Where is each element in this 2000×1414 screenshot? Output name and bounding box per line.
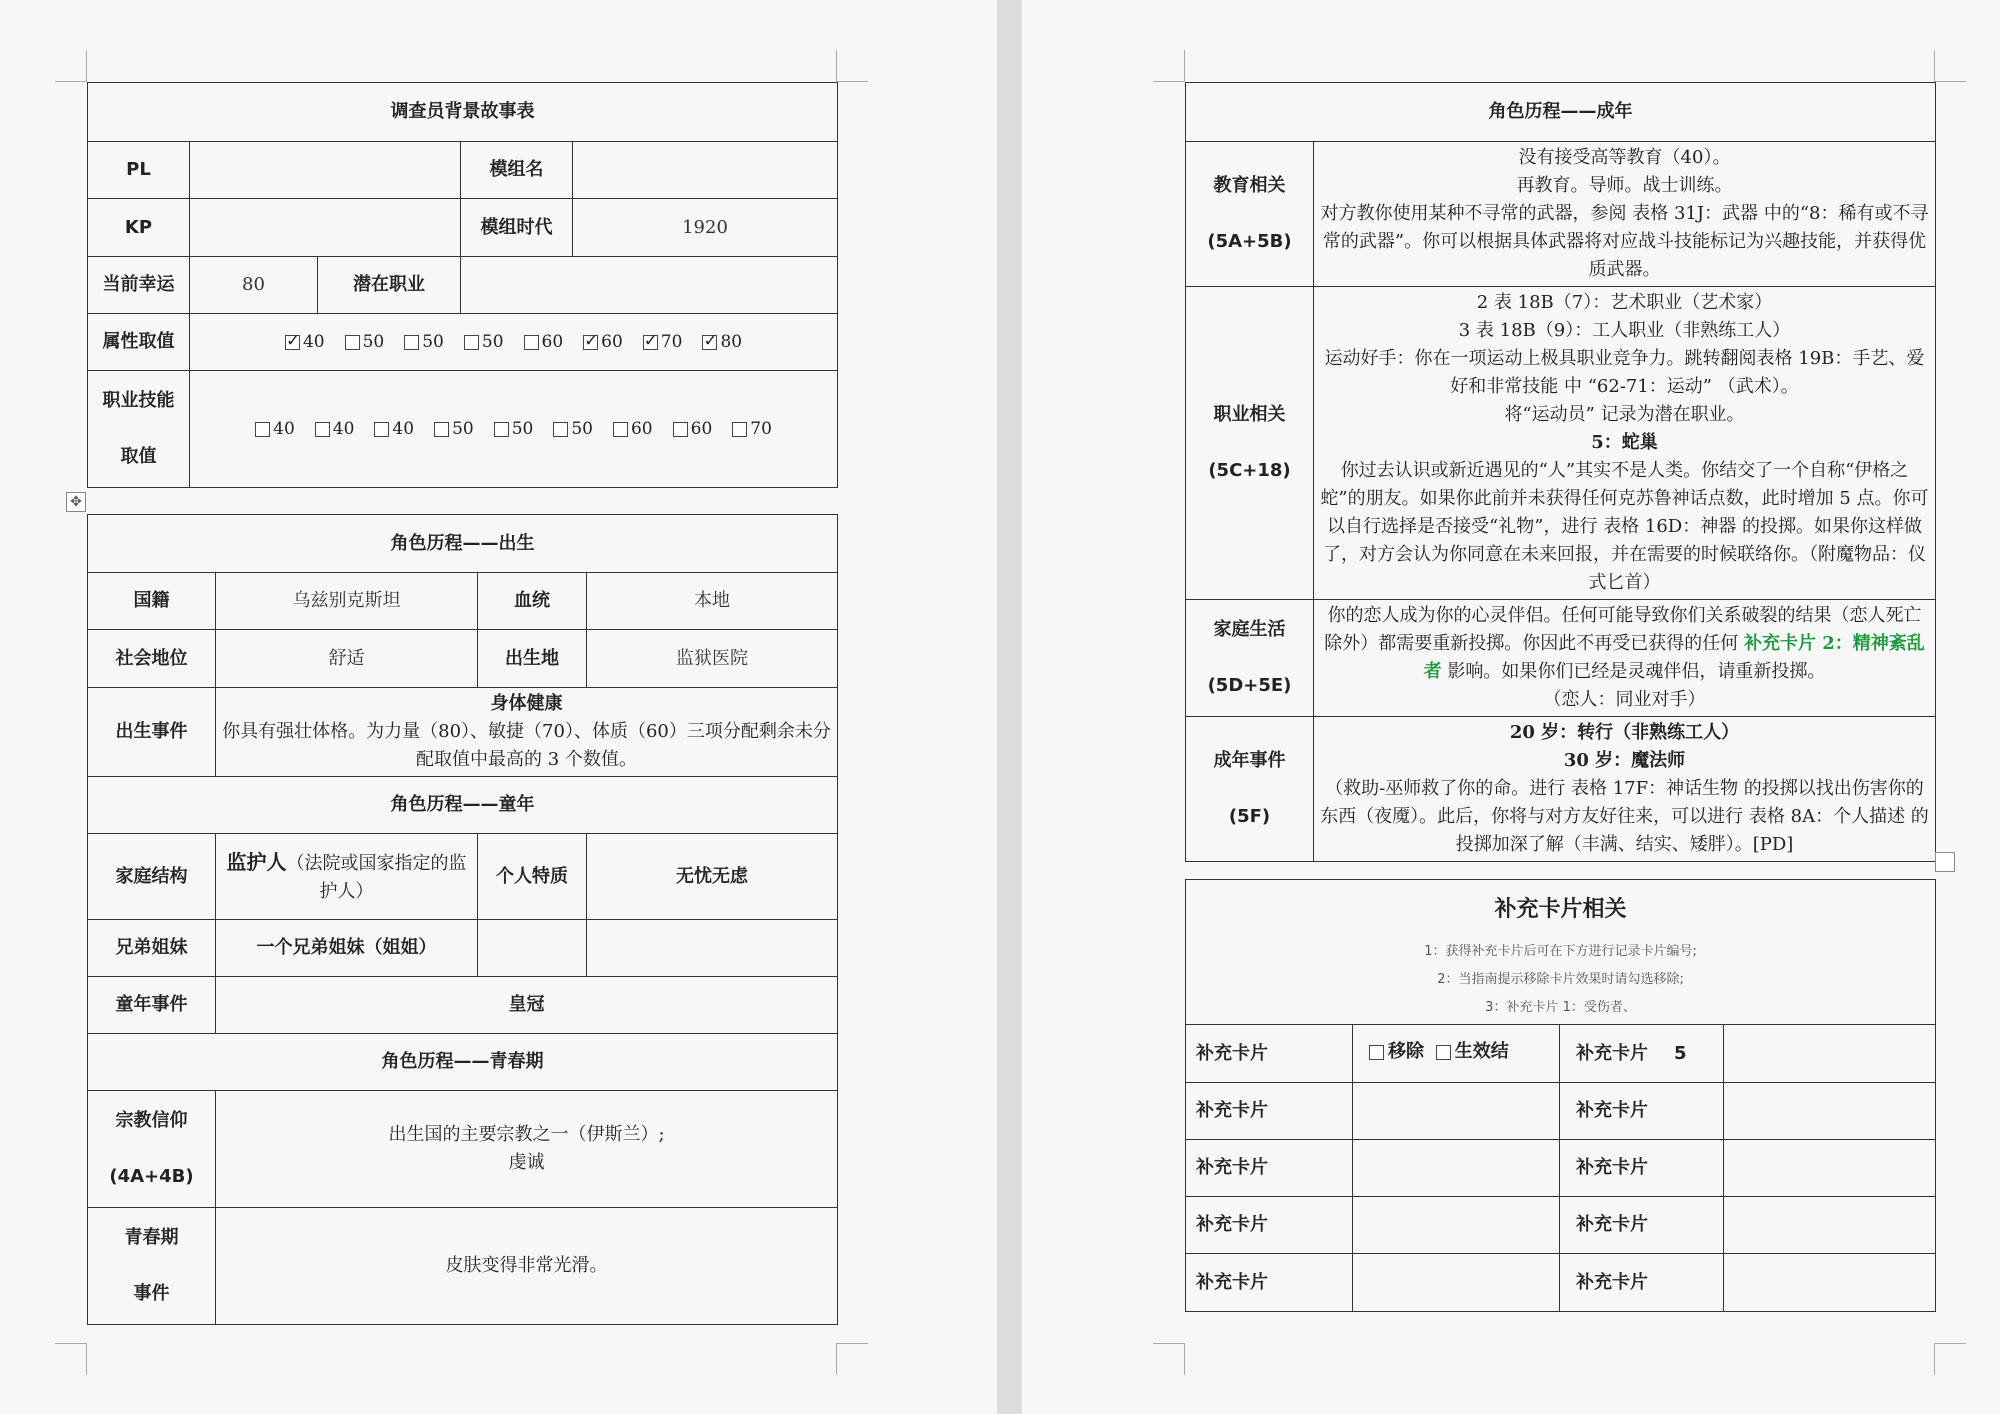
- adult-event-detail: （救助-巫师救了你的命。进行 表格 17F：神话生物 的投掷以找出伤害你的东西（夜魇）。此后，你将与对方友好往来，可以进行 表格 8A：个人描述 的投掷加深了解（丰满、结实、矮胖）。[PD]: [1320, 778, 1929, 855]
- attr-options: [196, 328, 831, 356]
- checkbox-icon: [374, 422, 389, 437]
- job-line6: 你过去认识或新近遇见的“人”其实不是人类。你结交了一个自称“伊格之蛇”的朋友。如果你此前并未获得任何克苏鲁神话点数，此时增加 5 点。你可以自行选择是否接受“礼物”，进行 表格 16D：神器 的投掷。如果你这样做了，对方会认为你同意在未来回报，并在需要的时候联络你。（附魔物品：仪式匕首）: [1320, 460, 1929, 593]
- attr-option-checkbox[interactable]: [524, 328, 564, 356]
- birthplace-field[interactable]: 监狱医院: [587, 630, 838, 688]
- guardian-note: （法院或国家指定的监护人）: [286, 852, 467, 902]
- attr-option-value: 50: [422, 332, 444, 352]
- religion-line1: 出生国的主要宗教之一（伊斯兰）;: [388, 1124, 665, 1145]
- checkbox-icon: [553, 422, 568, 437]
- education-label-line1: 教育相关: [1213, 175, 1286, 196]
- card-field[interactable]: [1724, 1140, 1936, 1197]
- cards-note-3: 3：补充卡片 1：受伤者、: [1485, 1000, 1636, 1015]
- crop-mark: [1153, 81, 1185, 82]
- attr-option-value: 60: [601, 332, 623, 352]
- card-label: 补充卡片: [1186, 1025, 1353, 1083]
- card-field[interactable]: [1353, 1254, 1560, 1312]
- crop-mark: [836, 50, 837, 82]
- attr-option-checkbox[interactable]: [285, 328, 325, 356]
- module-era-label: 模组时代: [461, 199, 573, 257]
- skill-option-checkbox[interactable]: [315, 415, 355, 443]
- checkbox-icon: [315, 422, 330, 437]
- birth-event-cell[interactable]: [216, 688, 838, 777]
- cards-note-2: 2：当指南提示移除卡片效果时请勾选移除;: [1437, 972, 1684, 987]
- bloodline-label: 血统: [478, 573, 587, 630]
- luck-field[interactable]: 80: [190, 257, 318, 314]
- occupation-field[interactable]: [461, 257, 838, 314]
- education-line3: 对方教你使用某种不寻常的武器，参阅 表格 31J：武器 中的“8：稀有或不寻常的武器”。你可以根据具体武器将对应战斗技能标记为兴趣技能，并获得优质武器。: [1320, 203, 1929, 280]
- skill-option-value: 70: [750, 419, 772, 439]
- nationality-label: 国籍: [88, 573, 216, 630]
- card-field[interactable]: [1724, 1025, 1936, 1083]
- birth-header: 角色历程——出生: [88, 515, 838, 573]
- adult-event-label: [1186, 717, 1314, 862]
- skill-option-checkbox[interactable]: [494, 415, 534, 443]
- supplement-card-link[interactable]: 补充卡片 2：精神紊乱者: [1423, 633, 1925, 682]
- adult-event-line2: (5F): [1228, 806, 1271, 827]
- card-label: [1560, 1025, 1724, 1083]
- empty-cell: [587, 920, 838, 977]
- attr-option-value: 70: [660, 332, 683, 352]
- effect-checkbox[interactable]: [1436, 1038, 1509, 1066]
- crop-mark: [1184, 50, 1185, 82]
- table-resize-handle-icon[interactable]: [1935, 852, 1955, 872]
- empty-cell: [478, 920, 587, 977]
- skill-option-value: 60: [630, 419, 653, 439]
- cards-header-cell: [1186, 880, 1936, 1025]
- skill-option-value: 50: [571, 419, 593, 439]
- social-status-field[interactable]: 舒适: [216, 630, 478, 688]
- crop-mark: [1153, 1343, 1185, 1344]
- card-label: 补充卡片: [1186, 1140, 1353, 1197]
- occupation-related-line2: (5C+18): [1208, 460, 1291, 481]
- checkbox-icon: [404, 335, 419, 350]
- skill-option-checkbox[interactable]: [613, 415, 653, 443]
- family-life-line1: 家庭生活: [1213, 619, 1286, 640]
- card-field[interactable]: [1353, 1140, 1560, 1197]
- skill-option-checkbox[interactable]: [255, 415, 295, 443]
- skill-option-checkbox[interactable]: [553, 415, 593, 443]
- crop-mark: [86, 1343, 87, 1375]
- supplement-cards-table: [1185, 879, 1936, 1312]
- skill-label-line2: 取值: [120, 446, 157, 467]
- youth-event-label-line1: 青春期: [124, 1227, 179, 1248]
- attr-option-value: 40: [302, 332, 325, 352]
- skill-option-value: 60: [690, 419, 713, 439]
- card-label: 补充卡片: [1560, 1083, 1724, 1140]
- skill-option-value: 40: [332, 419, 355, 439]
- youth-event-label: [88, 1208, 216, 1325]
- attr-option-checkbox[interactable]: [643, 328, 683, 356]
- occupation-related-label: [1186, 287, 1314, 600]
- checkbox-icon: [613, 422, 628, 437]
- crop-mark: [55, 1343, 87, 1344]
- family-structure-label: 家庭结构: [88, 834, 216, 920]
- kp-label: KP: [88, 199, 190, 257]
- crop-mark: [836, 1343, 868, 1344]
- job-line1: 2 表 18B（7）：艺术职业（艺术家）: [1476, 292, 1773, 313]
- card-label-text: 补充卡片: [1576, 1042, 1648, 1064]
- cards-header: 补充卡片相关: [1494, 897, 1627, 922]
- skill-option-checkbox[interactable]: [673, 415, 713, 443]
- skill-option-checkbox[interactable]: [434, 415, 474, 443]
- checkbox-icon: [434, 422, 449, 437]
- attr-options-cell: [190, 314, 838, 371]
- family-life-text: [1320, 602, 1929, 686]
- checkbox-icon: [583, 335, 598, 350]
- skill-option-value: 50: [511, 419, 534, 439]
- attr-option-checkbox[interactable]: [702, 328, 742, 356]
- checkbox-icon: [1436, 1045, 1451, 1060]
- adult-event-field[interactable]: [1314, 717, 1936, 862]
- card-field[interactable]: [1353, 1083, 1560, 1140]
- trait-label: 个人特质: [478, 834, 587, 920]
- crop-mark: [1934, 81, 1966, 82]
- pl-label: PL: [88, 142, 190, 199]
- skill-label-line1: 职业技能: [102, 390, 175, 411]
- occupation-related-line1: 职业相关: [1213, 404, 1286, 425]
- cards-note-1: 1：获得补充卡片后可在下方进行记录卡片编号;: [1424, 944, 1697, 959]
- move-handle-icon[interactable]: ✥: [66, 492, 86, 512]
- job-line3: 运动好手：你在一项运动上极具职业竞争力。跳转翻阅表格 19B：手艺、爱好和非常技能 中 “62-71：运动” （武术）。: [1324, 348, 1925, 397]
- birth-event-label: 出生事件: [88, 688, 216, 777]
- crop-mark: [1934, 50, 1935, 82]
- skill-option-value: 40: [273, 419, 295, 439]
- attr-label: 属性取值: [88, 314, 190, 371]
- birthplace-label: 出生地: [478, 630, 587, 688]
- adult-header: 角色历程——成年: [1186, 83, 1936, 142]
- pl-field[interactable]: [190, 142, 461, 199]
- crop-mark: [86, 50, 87, 82]
- card-field[interactable]: [1724, 1083, 1936, 1140]
- kp-field[interactable]: [190, 199, 461, 257]
- attr-option-value: 60: [541, 332, 564, 352]
- checkbox-icon: [673, 422, 688, 437]
- crop-mark: [55, 81, 87, 82]
- family-text-b: 影响。如果你们已经是灵魂伴侣，请重新投掷。: [1441, 661, 1826, 682]
- card-number[interactable]: 5: [1674, 1042, 1687, 1064]
- skill-option-checkbox[interactable]: [732, 415, 772, 443]
- education-line2: 再教育。导师。战士训练。: [1516, 175, 1733, 196]
- occupation-label: 潜在职业: [318, 257, 461, 314]
- module-name-field[interactable]: [573, 142, 838, 199]
- luck-label: 当前幸运: [88, 257, 190, 314]
- bloodline-field[interactable]: 本地: [587, 573, 838, 630]
- checkbox-icon: [524, 335, 539, 350]
- attr-option-checkbox[interactable]: [345, 328, 385, 356]
- childhood-event-field[interactable]: 皇冠: [216, 977, 838, 1034]
- job-line4: 将“运动员” 记录为潜在职业。: [1504, 404, 1745, 425]
- checkbox-icon: [285, 335, 300, 350]
- crop-mark: [836, 1343, 837, 1375]
- checkbox-icon: [702, 335, 717, 350]
- siblings-label: 兄弟姐妹: [88, 920, 216, 977]
- attr-option-checkbox[interactable]: [583, 328, 623, 356]
- education-label: [1186, 142, 1314, 287]
- card-label: 补充卡片: [1186, 1254, 1353, 1312]
- adult-event-line1: 成年事件: [1213, 750, 1286, 771]
- religion-label: [88, 1091, 216, 1208]
- social-status-label: 社会地位: [88, 630, 216, 688]
- crop-mark: [1184, 1343, 1185, 1375]
- module-name-label: 模组名: [461, 142, 573, 199]
- card-options-cell: [1353, 1025, 1560, 1083]
- remove-checkbox[interactable]: [1369, 1038, 1424, 1066]
- card-label: 补充卡片: [1560, 1254, 1724, 1312]
- card-field[interactable]: [1353, 1197, 1560, 1254]
- youth-event-label-line2: 事件: [133, 1283, 170, 1304]
- religion-field[interactable]: [216, 1091, 838, 1208]
- attr-option-value: 50: [362, 332, 385, 352]
- card-label: 补充卡片: [1560, 1140, 1724, 1197]
- job-line5: 5：蛇巢: [1591, 432, 1658, 453]
- youth-header: 角色历程——青春期: [88, 1034, 838, 1091]
- guardian-cell[interactable]: [216, 834, 478, 920]
- trait-field[interactable]: 无忧无虑: [587, 834, 838, 920]
- crop-mark: [836, 81, 868, 82]
- religion-line2: 虔诚: [508, 1152, 545, 1173]
- checkbox-icon: [494, 422, 509, 437]
- card-label: 补充卡片: [1186, 1083, 1353, 1140]
- family-line2: （恋人：同业对手）: [1543, 689, 1706, 710]
- nationality-field[interactable]: 乌兹别克斯坦: [216, 573, 478, 630]
- card-label: 补充卡片: [1186, 1197, 1353, 1254]
- adult-event-20: 20 岁：转行（非熟练工人）: [1509, 722, 1740, 743]
- religion-label-line2: (4A+4B): [109, 1166, 194, 1187]
- skill-option-value: 40: [392, 419, 415, 439]
- sheet-title: 调查员背景故事表: [88, 83, 838, 142]
- occupation-related-field[interactable]: [1314, 287, 1936, 600]
- family-life-line2: (5D+5E): [1207, 675, 1292, 696]
- card-field[interactable]: [1724, 1254, 1936, 1312]
- attr-option-value: 50: [481, 332, 504, 352]
- crop-mark: [1934, 1343, 1966, 1344]
- education-label-line2: (5A+5B): [1207, 231, 1292, 252]
- guardian-title: 监护人: [226, 849, 287, 874]
- education-line1: 没有接受高等教育（40）。: [1518, 147, 1731, 168]
- childhood-header: 角色历程——童年: [88, 777, 838, 834]
- attr-option-checkbox[interactable]: [404, 328, 444, 356]
- job-line2: 3 表 18B（9）：工人职业（非熟练工人）: [1458, 320, 1791, 341]
- checkbox-icon: [345, 335, 360, 350]
- checkbox-icon: [643, 335, 658, 350]
- youth-event-field[interactable]: 皮肤变得非常光滑。: [216, 1208, 838, 1325]
- checkbox-icon: [1369, 1045, 1384, 1060]
- attr-option-value: 80: [720, 332, 743, 352]
- skill-option-checkbox[interactable]: [374, 415, 414, 443]
- effect-label: 生效结: [1454, 1041, 1509, 1063]
- skill-options-cell: [190, 371, 838, 488]
- checkbox-icon: [464, 335, 479, 350]
- module-era-field[interactable]: 1920: [573, 199, 838, 257]
- siblings-field[interactable]: 一个兄弟姐妹（姐姐）: [216, 920, 478, 977]
- family-life-label: [1186, 600, 1314, 717]
- card-label: 补充卡片: [1560, 1197, 1724, 1254]
- remove-label: 移除: [1388, 1041, 1424, 1063]
- life-history-table: [87, 514, 838, 1325]
- birth-event-title: 身体健康: [490, 693, 563, 714]
- childhood-event-label: 童年事件: [88, 977, 216, 1034]
- attr-option-checkbox[interactable]: [464, 328, 504, 356]
- family-text-a: 你的恋人成为你的心灵伴侣。任何可能导致你们关系破裂的结果（恋人死亡除外）都需要重新投掷。你因此不再受已获得的任何: [1324, 605, 1922, 654]
- skill-option-value: 50: [452, 419, 474, 439]
- family-life-field[interactable]: [1314, 600, 1936, 717]
- card-field[interactable]: [1724, 1197, 1936, 1254]
- investigator-info-table: [87, 82, 838, 488]
- education-field[interactable]: [1314, 142, 1936, 287]
- crop-mark: [1934, 1343, 1935, 1375]
- checkbox-icon: [732, 422, 747, 437]
- religion-label-line1: 宗教信仰: [115, 1110, 188, 1131]
- checkbox-icon: [255, 422, 270, 437]
- page-gutter: [997, 0, 1022, 1414]
- adult-history-table: [1185, 82, 1936, 862]
- adult-event-30: 30 岁：魔法师: [1563, 750, 1686, 771]
- birth-event-text: 你具有强壮体格。为力量（80）、敏捷（70）、体质（60）三项分配剩余未分配取值中最高的 3 个数值。: [222, 721, 831, 770]
- skill-options: [196, 415, 831, 443]
- skill-label: [88, 371, 190, 488]
